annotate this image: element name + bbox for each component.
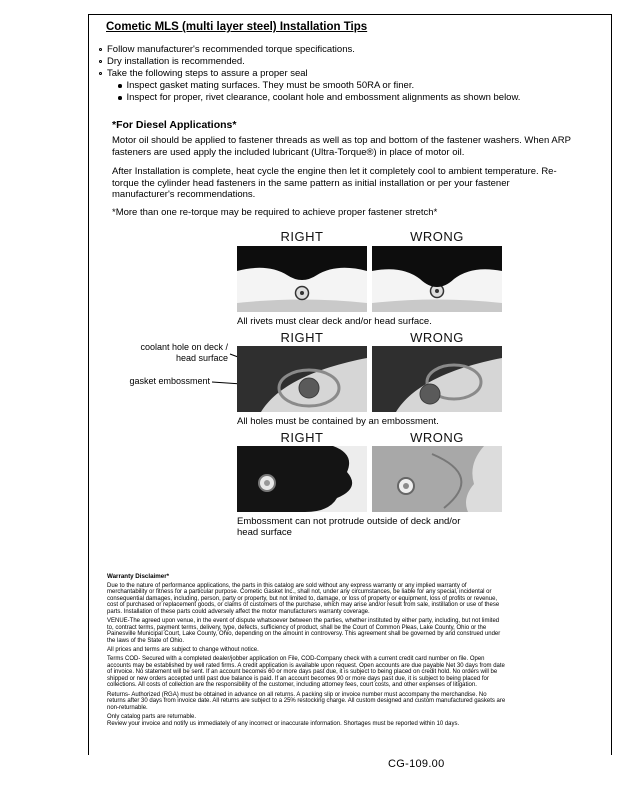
row2-right-diagram (237, 346, 367, 412)
circle-bullet-icon (99, 48, 102, 51)
row3-wrong-label: WRONG (410, 430, 464, 445)
circle-bullet-icon (99, 60, 102, 63)
page-title: Cometic MLS (multi layer steel) Installation Tips (106, 21, 368, 33)
row2-wrong-label: WRONG (410, 330, 464, 345)
hole-embossment-wrong-illustration (372, 346, 502, 412)
tip-sub-item (99, 80, 579, 92)
tip-sub-item-text: Inspect for proper, rivet clearance, coolant hole and embossment alignments as shown below. (126, 92, 521, 103)
rivet-clear-wrong-illustration (372, 246, 502, 312)
row3-right-diagram (237, 446, 367, 512)
row1-right-label: RIGHT (280, 229, 324, 244)
dot-bullet-icon (118, 84, 122, 88)
tip-item (99, 68, 579, 80)
tip-item (99, 44, 579, 56)
diesel-paragraph-2: After Installation is complete, heat cycle the engine then let it completely cool to ambient temperature. Re-torque the cylinder head fasteners in the same pattern as initial installation or per your fastener manufacturer's recommendations. (112, 166, 557, 200)
retorque-note: *More than one re-torque may be required to achieve proper fastener stretch* (112, 207, 438, 218)
protrusion-wrong-illustration (372, 446, 502, 512)
tip-item-text: Follow manufacturer's recommended torque specifications. (107, 44, 355, 55)
legal-paragraph: VENUE-The agreed upon venue, in the event of dispute whatsoever between the parties, whether instituted by either party, including, but not limited to, contract terms, payment terms, delivery, type, defects, sufficiency of product, shall be the Court of Common Pleas, Lake County, Ohio or the Painesville Municipal Court, Lake County, Ohio, depending on the amount in controversy. This agreement shall be governed by and construed under the laws of the State of Ohio. (107, 618, 501, 644)
legal-paragraph: All prices and terms are subject to change without notice. (107, 646, 259, 653)
circle-bullet-icon (99, 72, 102, 75)
legal-block (107, 574, 506, 730)
row1-right-diagram (237, 246, 367, 312)
gasket-embossment-label: gasket embossment (129, 376, 210, 386)
legal-paragraph: Terms COD- Secured with a completed dealer/jobber application on File, COD-Company check with a current credit card number on file. Open accounts may be established by well rated firms. A credit application is available upon request. Open accounts are due payable Net 30 days from date of invoice. No statement will be sent. If an account becomes 60 or more days past due, it is subject to being placed on credit hold. No orders will be shipped or new orders accepted until past due balance is paid. If an account becomes 90 or more days past due, it is subject to being placed for collections. All costs of collection are the responsibility of the customer, including attorney fees, court costs, and other expenses of litigation. (107, 656, 505, 689)
page-code: CG-109.00 (388, 758, 445, 770)
row3-caption: Embossment can not protrude outside of deck and/or head surface (237, 516, 461, 538)
tip-item (99, 56, 579, 68)
legal-paragraph: Only catalog parts are returnable. (107, 713, 197, 720)
row1-caption: All rivets must clear deck and/or head surface. (237, 316, 432, 327)
installation-tips-list (99, 44, 579, 104)
legal-paragraph: Returns- Authorized (RGA) must be obtained in advance on all returns. A packing slip or invoice number must accompany the merchandise. No returns after 30 days from invoice date. All returns are subject to a 25% restocking charge. All custom designed and custom manufactured gaskets are non-returnable. (107, 691, 506, 711)
tip-item-text: Dry installation is recommended. (107, 56, 245, 67)
diesel-applications-heading: *For Diesel Applications* (112, 119, 237, 131)
legal-paragraph: Review your invoice and notify us immediately of any incorrect or inaccurate information. Shortages must be reported within 10 days. (107, 720, 460, 727)
row3-right-label: RIGHT (280, 430, 324, 445)
row2-wrong-diagram (372, 346, 502, 412)
row3-wrong-diagram (372, 446, 502, 512)
warranty-disclaimer-heading: Warranty Disclaimer* (107, 573, 170, 580)
row2-right-label: RIGHT (280, 330, 324, 345)
rivet-clear-right-illustration (237, 246, 367, 312)
coolant-hole-label: coolant hole on deck / head surface (140, 342, 228, 363)
protrusion-right-illustration (237, 446, 367, 512)
legal-paragraph: Due to the nature of performance applications, the parts in this catalog are sold without any express warranty or any implied warranty of merchantability or fitness for a particular purpose. Cometic Gasket Inc., shall not, under any circumstances, be liable for any special, incidental or consequential damages, including, person, party or property, but not limited to, damage, or loss of property or equipment, loss of profits or revenue, cost of purchased or replacement goods, or claims of customers of the purchase, which may arise and/or result from sale, instillation or use of these parts. Installation of these parts could adversely affect the motor manufacturers warranty coverage. (107, 582, 500, 615)
row1-wrong-diagram (372, 246, 502, 312)
tip-item-text: Take the following steps to assure a proper seal (107, 68, 308, 79)
dot-bullet-icon (118, 96, 122, 100)
tip-sub-item (99, 92, 579, 104)
hole-embossment-right-illustration (237, 346, 367, 412)
row1-wrong-label: WRONG (410, 229, 464, 244)
diesel-paragraph-1: Motor oil should be applied to fastener threads as well as top and bottom of the fastener washers. When ARP fasteners are used apply the included lubricant (Ultra-Torque®) in place of motor oil. (112, 135, 571, 158)
tip-sub-item-text: Inspect gasket mating surfaces. They must be smooth 50RA or finer. (126, 80, 415, 91)
row2-caption: All holes must be contained by an embossment. (237, 416, 439, 427)
